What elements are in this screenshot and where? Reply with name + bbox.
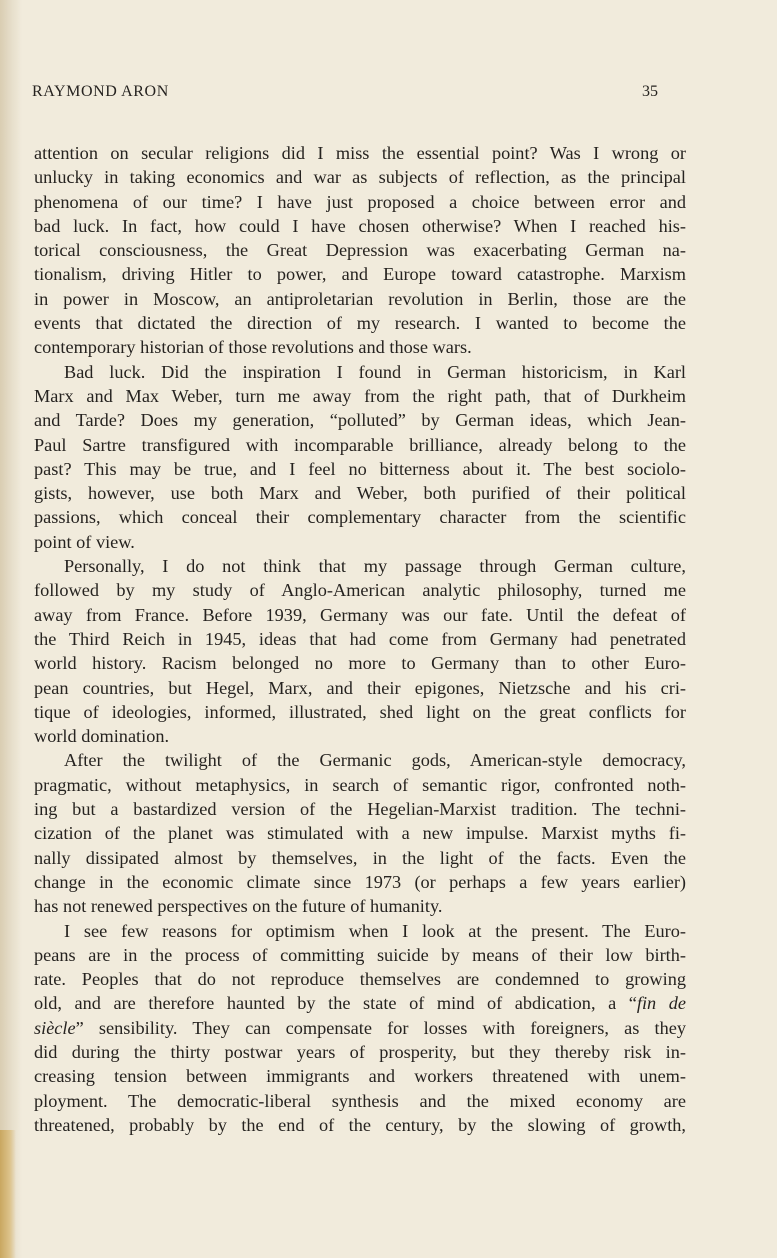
text-line: has not renewed perspectives on the future of humanity. bbox=[34, 896, 443, 917]
text-line: in power in Moscow, an antiproletarian revolution in Berlin, those are the bbox=[34, 288, 686, 309]
paragraph bbox=[34, 554, 686, 748]
paragraph bbox=[34, 919, 686, 1138]
text-line: tique of ideologies, informed, illustrated, shed light on the great conflicts for bbox=[34, 701, 686, 722]
running-head: RAYMOND ARON bbox=[32, 83, 169, 100]
text-line: Bad luck. Did the inspiration I found in German historicism, in Karl bbox=[64, 361, 686, 382]
paragraph bbox=[34, 748, 686, 918]
page-edge-discoloration bbox=[0, 1130, 16, 1258]
text-line: cization of the planet was stimulated with a new impulse. Marxist myths fi- bbox=[34, 823, 686, 844]
page-binding-shadow bbox=[0, 0, 22, 1258]
text-line: bad luck. In fact, how could I have chosen otherwise? When I reached his- bbox=[34, 215, 686, 236]
text-line: did during the thirty postwar years of prosperity, but they thereby risk in- bbox=[34, 1041, 686, 1062]
text-line: away from France. Before 1939, Germany was our fate. Until the defeat of bbox=[34, 604, 686, 625]
text-line: the Third Reich in 1945, ideas that had come from Germany had penetrated bbox=[34, 628, 686, 649]
text-line: world history. Racism belonged no more to Germany than to other Euro- bbox=[34, 653, 686, 674]
text-line: pean countries, but Hegel, Marx, and their epigones, Nietzsche and his cri- bbox=[34, 677, 686, 698]
text-line: Personally, I do not think that my passage through German culture, bbox=[64, 556, 686, 577]
text-line: and Tarde? Does my generation, “polluted” by German ideas, which Jean- bbox=[34, 410, 686, 431]
text-line: attention on secular religions did I miss the essential point? Was I wrong or bbox=[34, 143, 686, 163]
paragraph bbox=[34, 360, 686, 554]
text-line: Paul Sartre transfigured with incomparable brilliance, already belong to the bbox=[34, 434, 686, 455]
text-line: contemporary historian of those revolutions and those wars. bbox=[34, 337, 472, 358]
text-line: torical consciousness, the Great Depression was exacerbating German na- bbox=[34, 240, 686, 261]
paragraph bbox=[34, 141, 686, 360]
text-line: After the twilight of the Germanic gods, American-style democracy, bbox=[64, 750, 686, 771]
text-line: gists, however, use both Marx and Weber, both purified of their political bbox=[34, 483, 686, 504]
italic-phrase: fin de bbox=[636, 993, 686, 1014]
text-line bbox=[34, 1016, 686, 1040]
text-line: creasing tension between immigrants and workers threatened with unem- bbox=[34, 1066, 686, 1087]
text-line: followed by my study of Anglo-American analytic philosophy, turned me bbox=[34, 580, 686, 601]
text-line: change in the economic climate since 1973 (or perhaps a few years earlier) bbox=[34, 871, 686, 892]
text-line: Marx and Max Weber, turn me away from the right path, that of Durkheim bbox=[34, 385, 686, 406]
text-line: world domination. bbox=[34, 726, 170, 747]
italic-phrase: siècle bbox=[34, 1017, 76, 1038]
text-line: threatened, probably by the end of the century, by the slowing of growth, bbox=[34, 1114, 686, 1135]
text-line: unlucky in taking economics and war as subjects of reflection, as the principal bbox=[34, 167, 686, 188]
page-header bbox=[32, 83, 658, 105]
text-line: ing but a bastardized version of the Hegelian-Marxist tradition. The techni- bbox=[34, 799, 686, 820]
text-fragment: old, and are therefore haunted by the state of mind of abdication, a “ bbox=[34, 993, 637, 1014]
text-line: phenomena of our time? I have just proposed a choice between error and bbox=[34, 191, 686, 212]
text-line: tionalism, driving Hitler to power, and Europe toward catastrophe. Marxism bbox=[34, 264, 686, 285]
text-line: pragmatic, without metaphysics, in search of semantic rigor, confronted noth- bbox=[34, 774, 686, 795]
text-line: past? This may be true, and I feel no bitterness about it. The best sociolo- bbox=[34, 458, 686, 479]
text-line: I see few reasons for optimism when I look at the present. The Euro- bbox=[64, 920, 686, 941]
text-line: rate. Peoples that do not reproduce themselves are condemned to growing bbox=[34, 969, 686, 990]
page-number: 35 bbox=[642, 83, 658, 100]
body-text bbox=[34, 141, 686, 1137]
text-line: ployment. The democratic-liberal synthesis and the mixed economy are bbox=[34, 1090, 686, 1111]
text-line bbox=[34, 991, 686, 1015]
text-line: events that dictated the direction of my research. I wanted to become the bbox=[34, 313, 686, 334]
text-line: nally dissipated almost by themselves, in the light of the facts. Even the bbox=[34, 847, 686, 868]
text-line: peans are in the process of committing suicide by means of their low birth- bbox=[34, 944, 686, 965]
text-line: passions, which conceal their complementary character from the scientific bbox=[34, 507, 686, 528]
text-line: point of view. bbox=[34, 531, 135, 552]
text-fragment: ” sensibility. They can compensate for losses with foreigners, as they bbox=[75, 1017, 686, 1038]
